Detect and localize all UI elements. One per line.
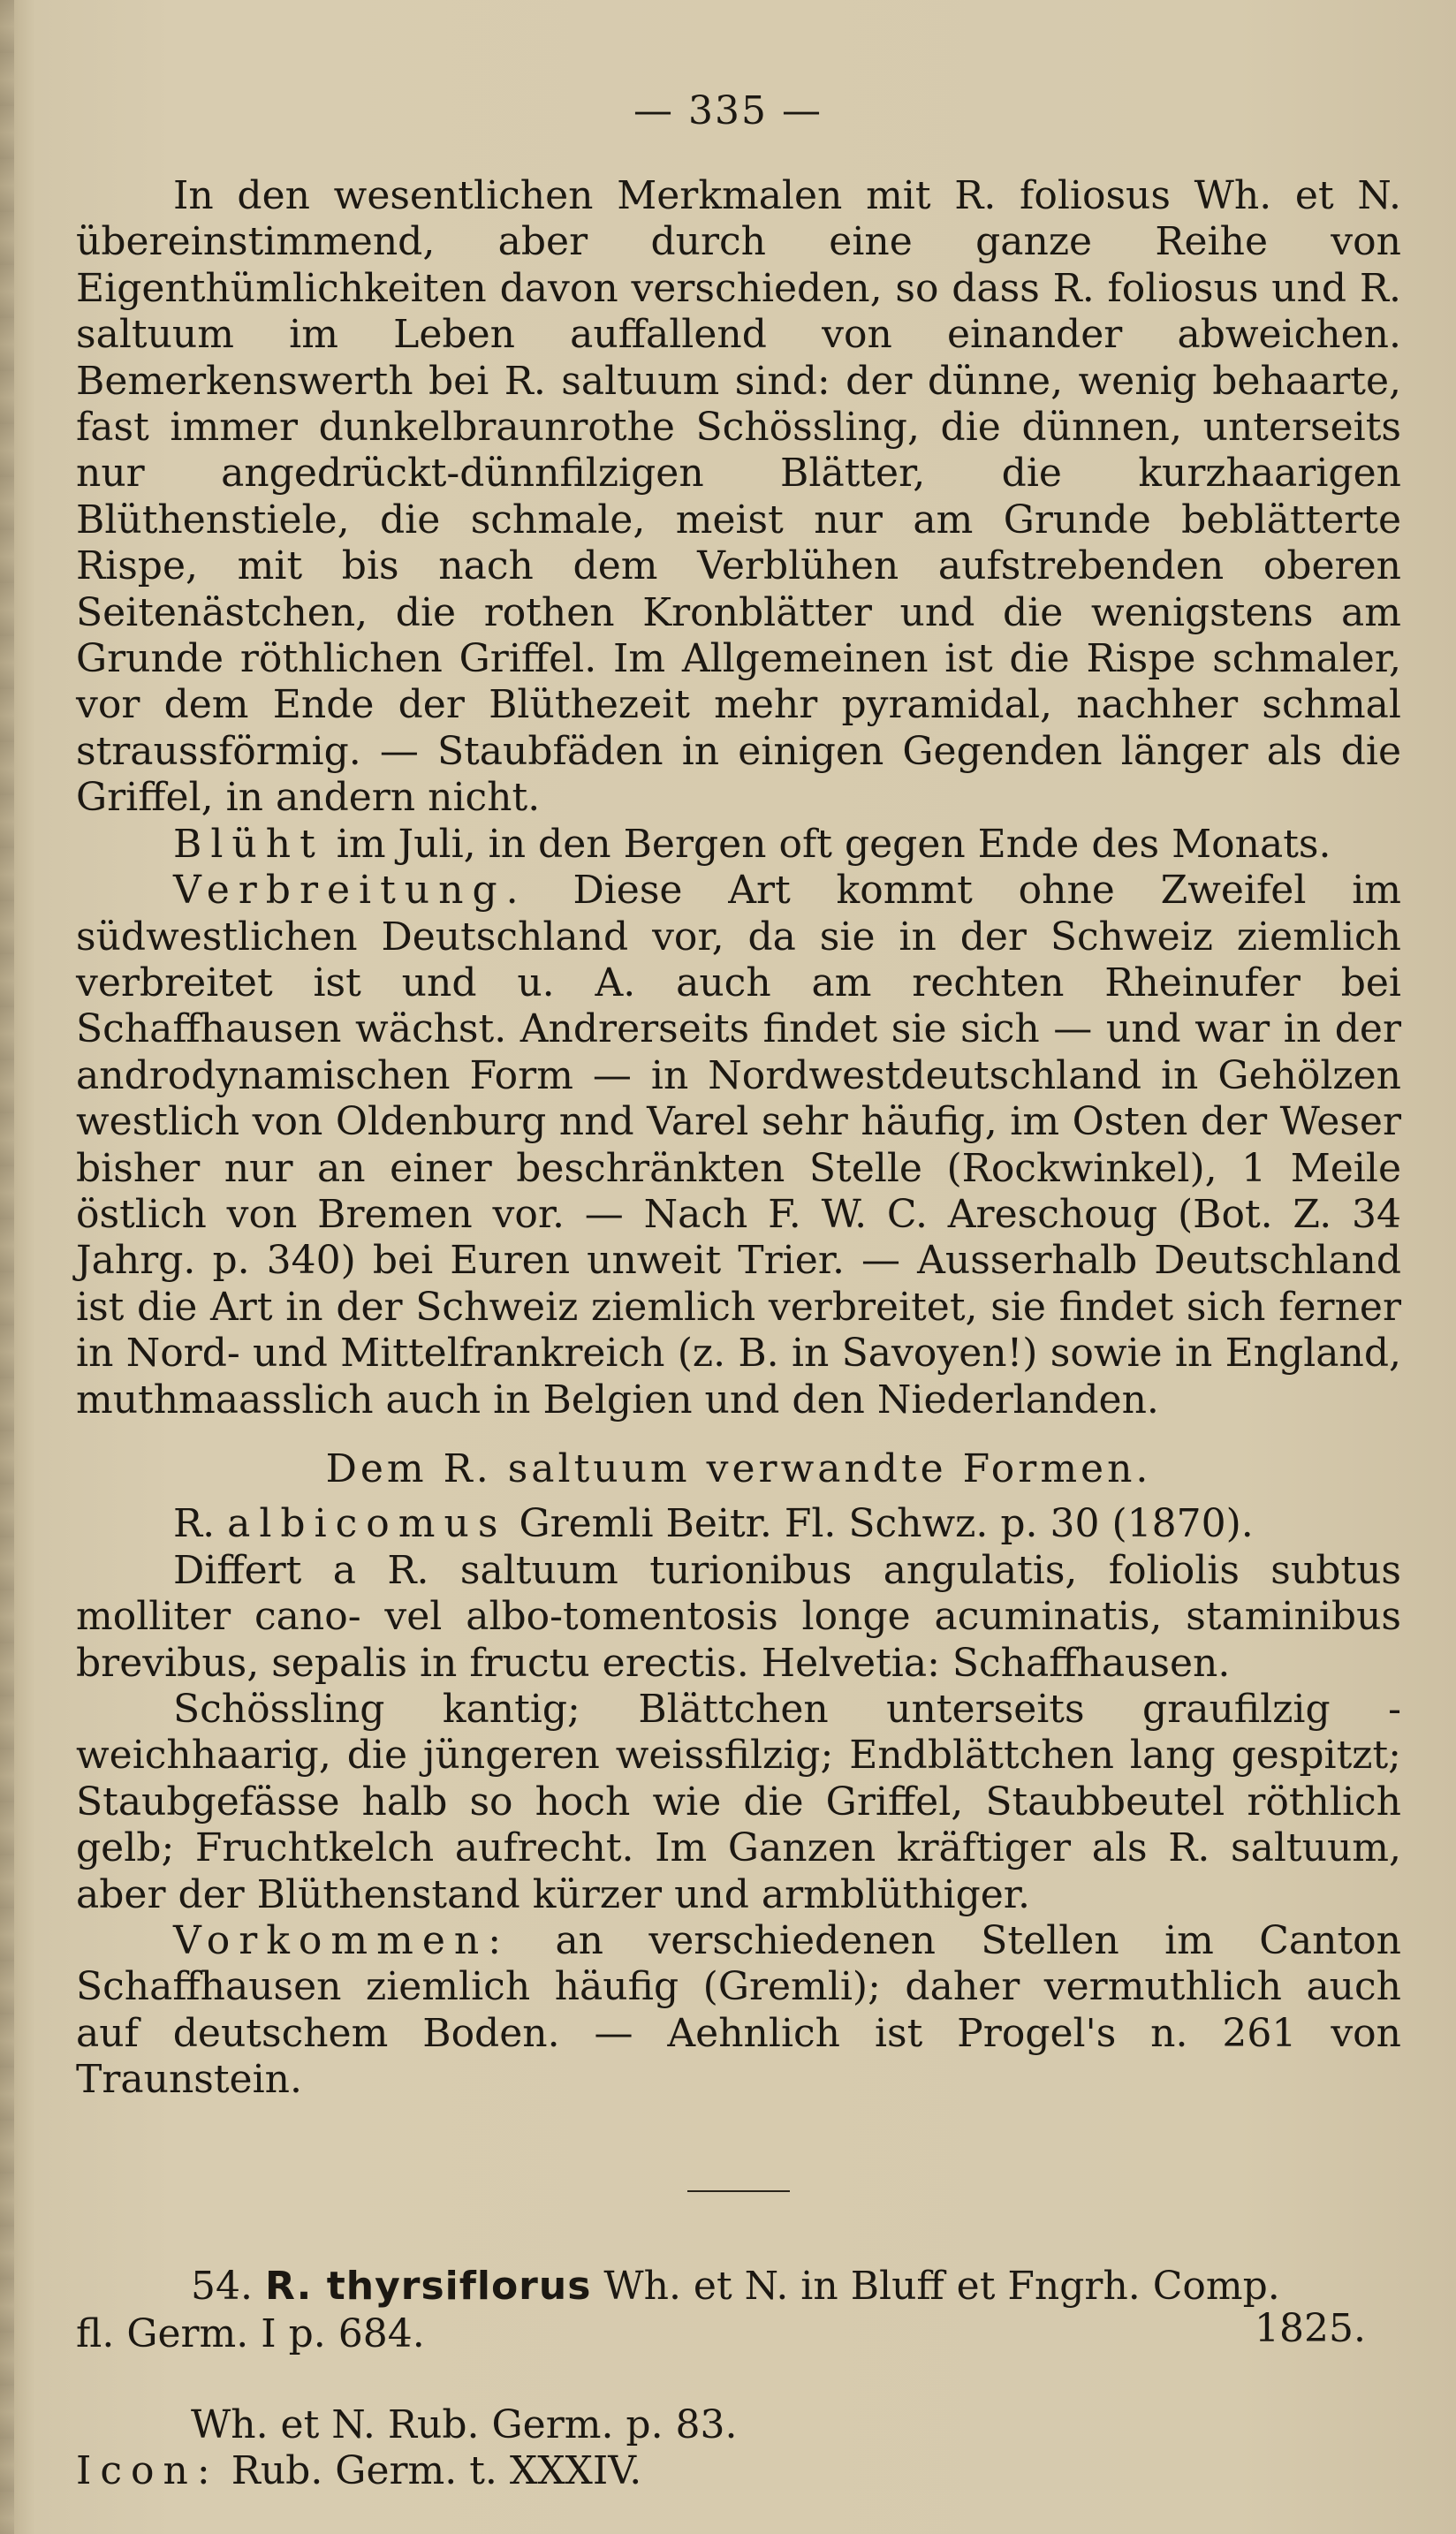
- page-body: [76, 173, 1401, 2494]
- entry-line-2: [76, 2310, 1401, 2358]
- species-citation: Gremli Beitr. Fl. Schwz. p. 30 (1870).: [519, 1501, 1254, 1547]
- entry-references: [76, 2402, 1401, 2494]
- paragraph-distribution: [76, 868, 1401, 1423]
- species-entry: [76, 2263, 1401, 2358]
- binding-edge: [0, 0, 14, 2534]
- entry-citation-2: fl. Germ. I p. 684.: [76, 2310, 425, 2356]
- page-number: — 335 —: [633, 88, 823, 133]
- distribution-text: Diese Art kommt ohne Zweifel im südwestlichen Deutschland vor, da sie in der Schweiz ziemlich verbreitet ist und u. A. auch am rechten Rheinufer bei Schaffhausen wächst. Andrerseits findet sie sich — und war in der androdynamischen Form — in Nordwestdeutschland in Gehölzen westlich von Oldenburg nnd Varel sehr häufig, im Osten der Weser bisher nur an einer beschränkten Stelle (Rockwinkel), 1 Meile östlich von Bremen vor. — Nach F. W. C. Areschoug (Bot. Z. 34 Jahrg. p. 340) bei Euren unweit Trier. — Ausserhalb Deutschland ist die Art in der Schweiz ziemlich verbreitet, sie findet sich ferner in Nord- und Mittelfrankreich (z. B. in Savoyen!) sowie in England, muthmaasslich auch in Belgien und den Niederlanden.: [76, 868, 1401, 1423]
- entry-citation-1: Wh. et N. in Bluff et Fngrh. Comp.: [603, 2263, 1280, 2309]
- reference-1: Wh. et N. Rub. Germ. p. 83.: [191, 2401, 738, 2447]
- entry-year: 1825.: [1255, 2305, 1366, 2351]
- entry-name: R. thyrsiflorus: [264, 2263, 592, 2309]
- flowering-label: Blüht: [173, 821, 324, 867]
- section-divider: [687, 2190, 790, 2192]
- german-description: Schössling kantig; Blättchen unterseits graufilzig - weichhaarig, die jüngeren weissfilzig; Endblättchen lang gespitzt; Staubgefässe halb so hoch wie die Griffel, Staubbeutel röthlich gelb; Fruchtkelch aufrecht. Im Ganzen kräftiger als R. saltuum, aber der Blüthenstand kürzer und armblüthiger.: [76, 1687, 1401, 1917]
- occurrence-paragraph: [76, 1918, 1401, 2104]
- section-heading: Dem R. saltuum verwandte Formen.: [325, 1445, 1152, 1491]
- entry-number: 54.: [191, 2263, 253, 2309]
- icon-reference: Rub. Germ. t. XXXIV.: [231, 2447, 642, 2493]
- flowering-text: im Juli, in den Bergen oft gegen Ende des Monats.: [336, 821, 1331, 867]
- species-name: albicomus: [227, 1501, 507, 1547]
- species-prefix: R.: [173, 1501, 216, 1547]
- icon-label: Icon:: [76, 2447, 219, 2493]
- occurrence-text: an verschiedenen Stellen im Canton Schaffhausen ziemlich häufig (Gremli); daher vermuthlich auch auf deutschem Boden. — Aehnlich ist Progel's n. 261 von Traunstein.: [76, 1918, 1401, 2103]
- distribution-label: Verbreitung.: [173, 868, 527, 914]
- species-line: [76, 1501, 1401, 1547]
- entry-line-1: [76, 2263, 1401, 2310]
- latin-diagnosis: Differt a R. saltuum turionibus angulatis, foliolis subtus molliter cano- vel albo-tomentosis longe acuminatis, staminibus brevibus, sepalis in fructu erectis. Helvetia: Schaffhausen.: [76, 1547, 1401, 1686]
- paragraph-flowering: [76, 822, 1401, 868]
- occurrence-label: Vorkommen:: [173, 1918, 511, 1964]
- paragraph-description: In den wesentlichen Merkmalen mit R. foliosus Wh. et N. übereinstimmend, aber durch eine ganze Reihe von Eigenthümlichkeiten davon verschieden, so dass R. foliosus und R. saltuum im Leben auffallend von einander abweichen. Bemerkenswerth bei R. saltuum sind: der dünne, wenig behaarte, fast immer dunkelbraunrothe Schössling, die dünnen, unterseits nur angedrückt-dünnfilzigen Blätter, die kurzhaarigen Blüthenstiele, die schmale, meist nur am Grunde beblätterte Rispe, mit bis nach dem Verblühen aufstrebenden oberen Seitenästchen, die rothen Kronblätter und die wenigstens am Grunde röthlichen Griffel. Im Allgemeinen ist die Rispe schmaler, vor dem Ende der Blüthezeit mehr pyramidal, nachher schmal straussförmig. — Staubfäden in einigen Gegenden länger als die Griffel, in andern nicht.: [76, 173, 1401, 821]
